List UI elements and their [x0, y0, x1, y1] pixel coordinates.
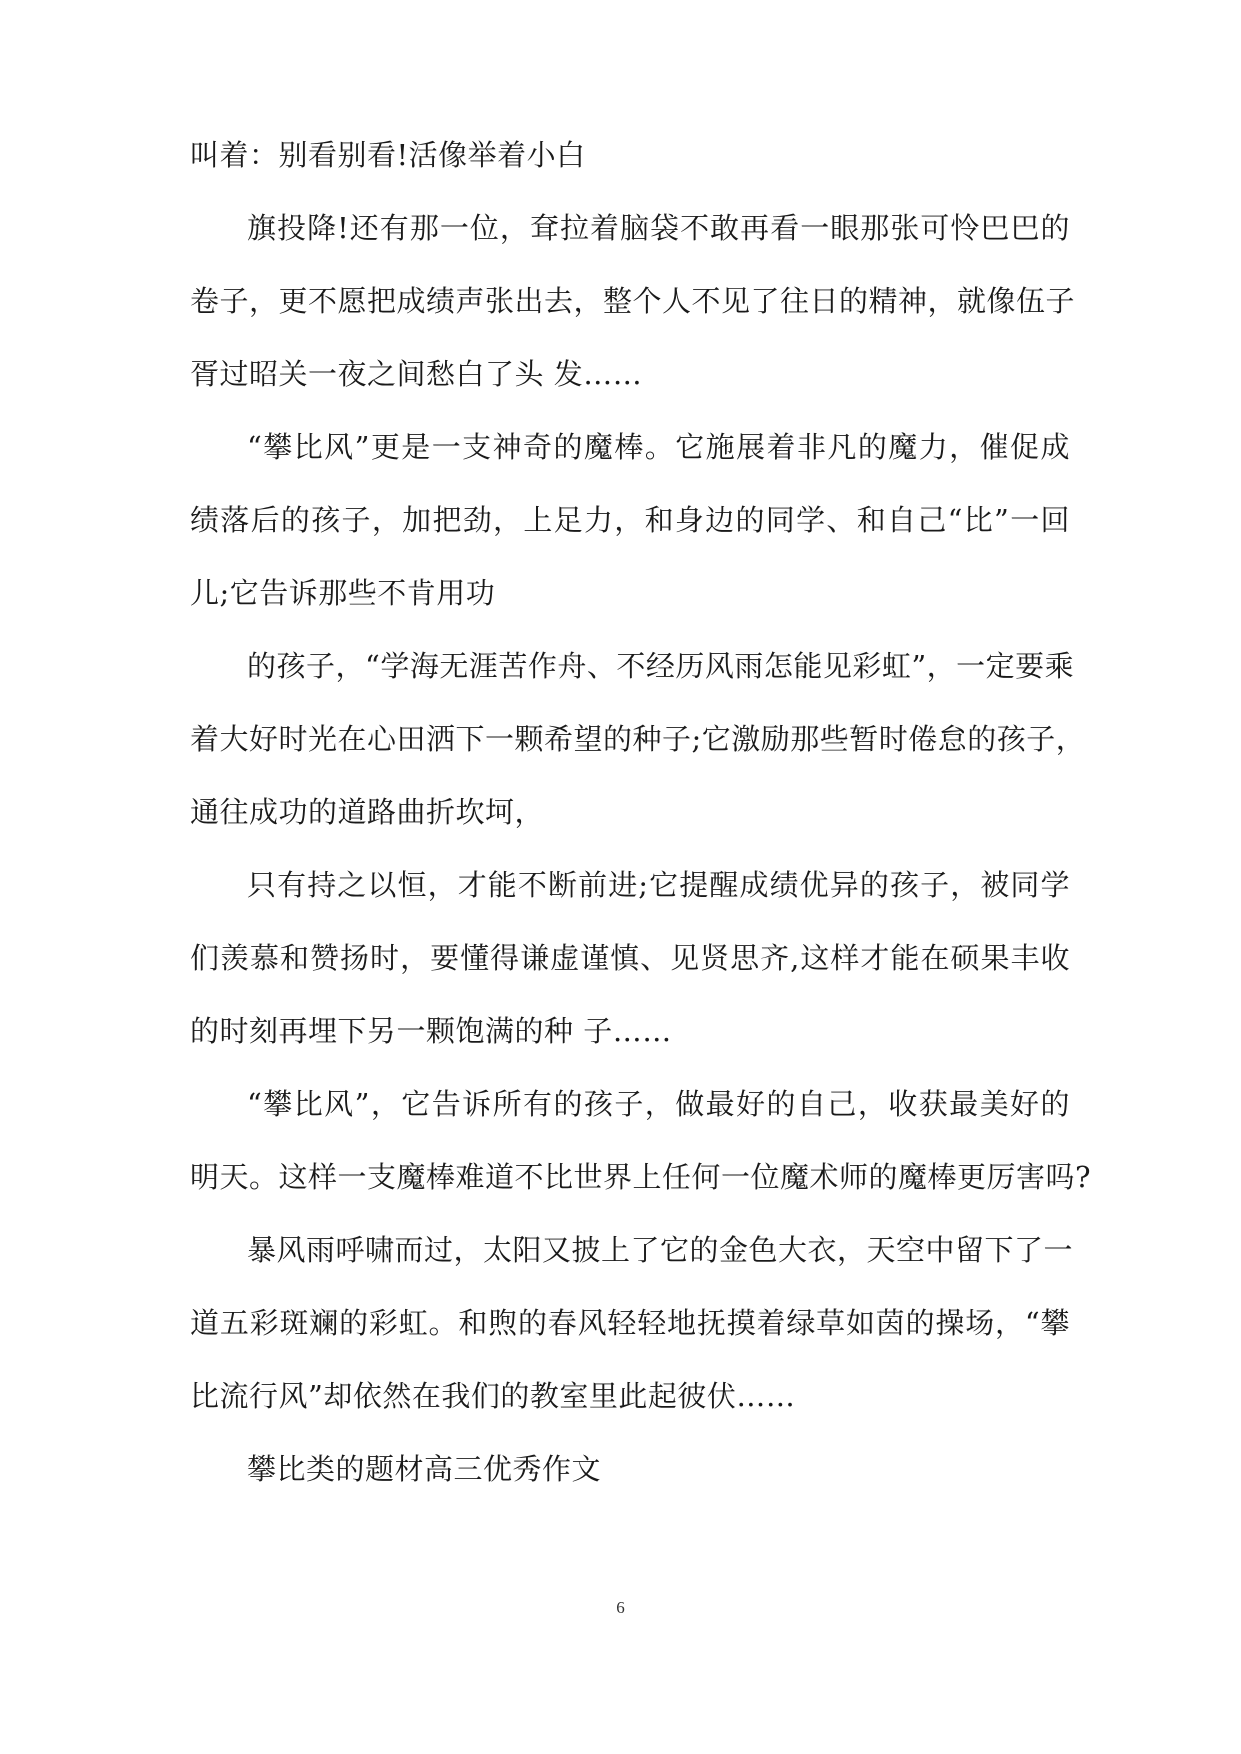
text-line: 攀比类的题材高三优秀作文: [247, 1452, 602, 1486]
text-line: 的时刻再埋下另一颗饱满的种 子……: [190, 1014, 672, 1048]
text-line: “攀比风”，它告诉所有的孩子，做最好的自己，收获最美好的: [247, 1087, 1070, 1121]
text-line: “攀比风”更是一支神奇的魔棒。它施展着非凡的魔力，催促成: [247, 430, 1070, 464]
text-line: 只有持之以恒，才能不断前进;它提醒成绩优异的孩子，被同学: [247, 868, 1070, 902]
text-line: 叫着：别看别看!活像举着小白: [190, 138, 586, 172]
text-line: 道五彩斑斓的彩虹。和煦的春风轻轻地抚摸着绿草如茵的操场，“攀: [190, 1306, 1070, 1340]
text-line: 旗投降!还有那一位，耷拉着脑袋不敢再看一眼那张可怜巴巴的: [247, 211, 1070, 245]
text-line: 的孩子，“学海无涯苦作舟、不经历风雨怎能见彩虹”，一定要乘: [247, 649, 1075, 683]
text-line: 们羡慕和赞扬时，要懂得谦虚谨慎、见贤思齐,这样才能在硕果丰收: [190, 941, 1070, 975]
text-line: 卷子，更不愿把成绩声张出去，整个人不见了往日的精神，就像伍子: [190, 284, 1076, 318]
text-line: 暴风雨呼啸而过，太阳又披上了它的金色大衣，天空中留下了一: [247, 1233, 1074, 1267]
text-line: 通往成功的道路曲折坎坷，: [190, 795, 545, 829]
text-line: 明天。这样一支魔棒难道不比世界上任何一位魔术师的魔棒更厉害吗?: [190, 1160, 1092, 1194]
text-line: 着大好时光在心田洒下一颗希望的种子;它激励那些暂时倦怠的孩子，: [190, 722, 1086, 756]
text-line: 儿;它告诉那些不肯用功: [190, 576, 496, 610]
page-number: 6: [616, 1598, 625, 1617]
text-line: 比流行风”却依然在我们的教室里此起彼伏……: [190, 1379, 796, 1413]
text-line: 胥过昭关一夜之间愁白了头 发……: [190, 357, 643, 391]
text-line: 绩落后的孩子，加把劲，上足力，和身边的同学、和自己“比”一回: [190, 503, 1070, 537]
